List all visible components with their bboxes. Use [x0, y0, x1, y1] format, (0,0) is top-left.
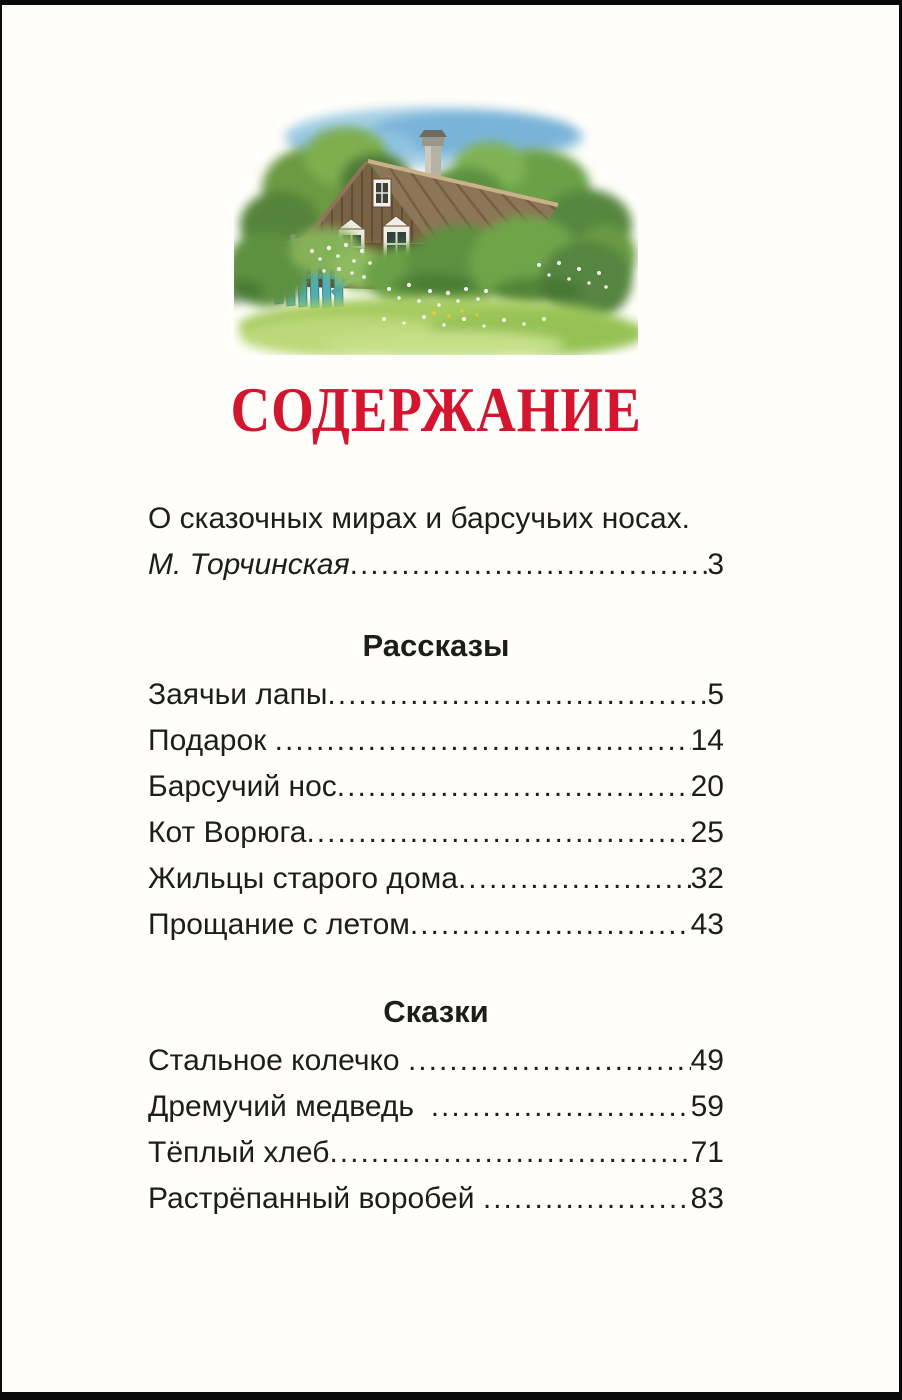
toc-entry	[148, 718, 724, 764]
house-illustration-svg	[234, 93, 638, 355]
intro-entry	[148, 496, 724, 588]
leader-dots	[483, 1176, 691, 1222]
toc-entry-title: Барсучий нос	[148, 770, 337, 803]
leader-dots	[408, 1038, 691, 1084]
attic-window	[373, 179, 391, 207]
toc-entry-title: Стальное колечко	[148, 1044, 408, 1077]
toc-entry	[148, 810, 724, 856]
toc-entry-title: Жильцы старого дома	[148, 862, 458, 895]
intro-title: О сказочных мирах и барсучьих носах.	[148, 502, 691, 535]
leader-dots	[306, 810, 690, 856]
page-title-text: СОДЕРЖАНИЕ	[230, 374, 642, 445]
toc-entry	[148, 764, 724, 810]
toc-entry-page: 49	[690, 1044, 724, 1077]
leader-dots	[458, 856, 691, 902]
toc-entry	[148, 1084, 724, 1130]
leader-dots	[327, 672, 707, 718]
leader-dots	[431, 1084, 691, 1130]
toc-entry-title: Дремучий медведь	[148, 1090, 431, 1123]
intro-author: М. Торчинская	[148, 548, 350, 581]
toc-entry-page: 71	[690, 1136, 724, 1169]
toc-entry	[148, 856, 724, 902]
leader-dots	[350, 542, 708, 588]
toc-entry-page: 20	[690, 770, 724, 803]
intro-author-row	[148, 542, 724, 588]
section-header-rasskazy: Рассказы	[362, 628, 510, 663]
toc-entry-title: Тёплый хлеб	[148, 1136, 330, 1169]
toc-entry-title: Кот Ворюга	[148, 816, 307, 849]
toc-entry-title: Прощание с летом	[148, 908, 410, 941]
toc-entry-page: 43	[690, 908, 724, 941]
page-title	[148, 374, 724, 446]
toc-entry-page: 14	[690, 724, 724, 757]
toc-entry-title: Заячьи лапы	[148, 678, 328, 711]
toc-entry-page: 25	[690, 816, 724, 849]
toc-entry-title: Подарок	[148, 724, 275, 757]
leader-dots	[329, 1130, 690, 1176]
leader-dots	[410, 902, 691, 948]
toc-entry	[148, 1130, 724, 1176]
toc-entry	[148, 1038, 724, 1084]
intro-page-number: 3	[707, 548, 724, 581]
toc-entry-page: 5	[707, 678, 724, 711]
toc-entry	[148, 902, 724, 948]
toc-entry	[148, 1176, 724, 1222]
leader-dots	[337, 764, 691, 810]
toc-entry-page: 83	[690, 1182, 724, 1215]
leader-dots	[275, 718, 691, 764]
toc-entry-page: 59	[690, 1090, 724, 1123]
contents-column	[148, 93, 724, 1222]
section-header-skazki: Сказки	[383, 994, 489, 1029]
house-illustration	[234, 93, 638, 360]
toc-entry-page: 32	[690, 862, 724, 895]
toc-entry	[148, 672, 724, 718]
toc-entry-title: Растрёпанный воробей	[148, 1182, 483, 1215]
